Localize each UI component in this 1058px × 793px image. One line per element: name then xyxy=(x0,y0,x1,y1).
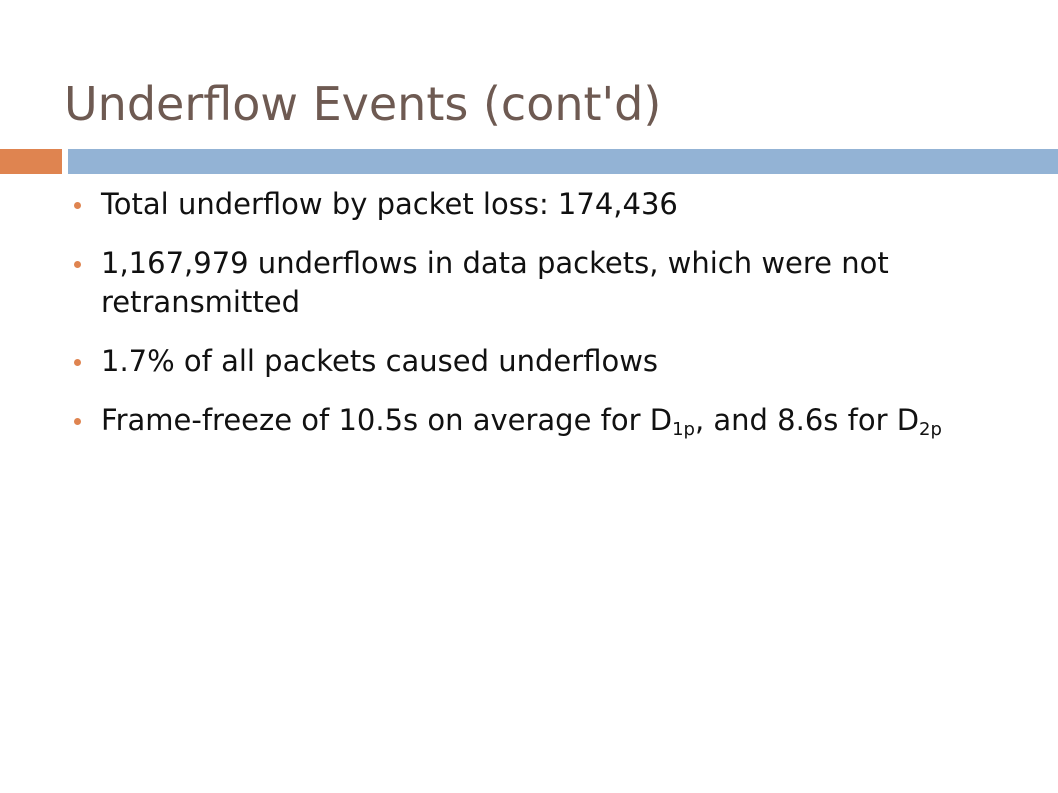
bullet-dot-icon xyxy=(74,202,81,209)
slide-title: Underflow Events (cont'd) xyxy=(64,77,662,131)
bullet-list xyxy=(0,185,1058,460)
bullet-dot-icon xyxy=(74,418,81,425)
bullet-text: 1.7% of all packets caused underflows xyxy=(101,344,659,378)
bullet-text-continued: , and 8.6s for D xyxy=(694,403,920,437)
bullet-dot-icon xyxy=(74,359,81,366)
bullet-text: 1,167,979 underflows in data packets, which were not retransmitted xyxy=(101,246,889,319)
title-rule-bar xyxy=(68,149,1058,174)
bullet-item-frame-freeze xyxy=(0,401,1058,440)
bullet-text: Frame-freeze of 10.5s on average for D xyxy=(101,403,673,437)
bullet-item-packet-loss xyxy=(0,185,1058,224)
bullet-dot-icon xyxy=(74,261,81,268)
bullet-item-percentage xyxy=(0,342,1058,381)
bullet-text: Total underflow by packet loss: 174,436 xyxy=(101,187,678,221)
title-accent-bar xyxy=(0,149,62,174)
subscript-1p: 1p xyxy=(672,419,695,440)
bullet-item-data-packets xyxy=(0,244,1058,322)
subscript-2p: 2p xyxy=(919,419,942,440)
